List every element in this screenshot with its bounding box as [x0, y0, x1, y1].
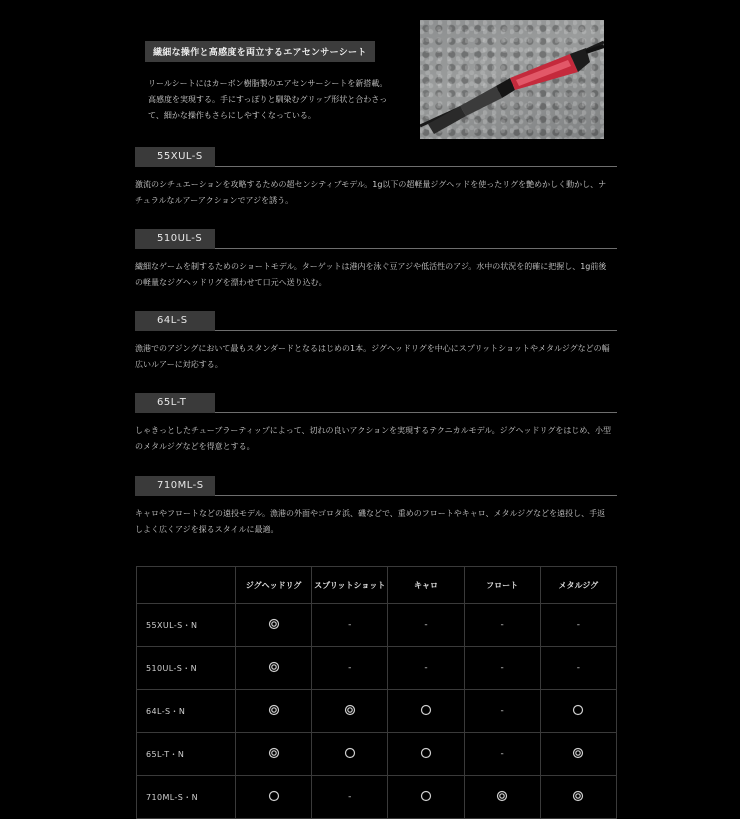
model-section-65l	[135, 393, 617, 455]
table-cell	[464, 733, 540, 776]
model-section-55xul	[135, 147, 617, 209]
table-cell	[388, 647, 464, 690]
feature-block	[145, 40, 390, 124]
double-circle-icon	[268, 661, 280, 673]
circle-icon	[420, 790, 432, 802]
double-circle-icon	[268, 704, 280, 716]
table-cell	[312, 604, 388, 647]
dash-mark: -	[500, 663, 504, 673]
table-row	[137, 647, 617, 690]
table-cell	[540, 776, 616, 819]
row-model-name: 710ML-S・N	[137, 776, 236, 819]
table-cell	[464, 690, 540, 733]
table-cell	[236, 733, 312, 776]
model-description: キャロやフロートなどの遠投モデル。漁港の外面やゴロタ浜、磯などで、重めのフロートやキャロ、メタルジグなどを遠投し、手返しよく広くアジを探るスタイルに最適。	[135, 509, 606, 534]
dash-mark: -	[348, 792, 352, 802]
table-cell	[312, 733, 388, 776]
row-model-name: 64L-S・N	[137, 690, 236, 733]
model-tab: 55XUL-S	[135, 147, 215, 167]
table-cell	[388, 604, 464, 647]
model-tab: 510UL-S	[135, 229, 215, 249]
dash-mark: -	[348, 620, 352, 630]
reel-seat-photo	[420, 20, 604, 139]
double-circle-icon	[344, 704, 356, 716]
row-model-name: 55XUL-S・N	[137, 604, 236, 647]
dash-mark: -	[424, 663, 428, 673]
table-cell	[388, 776, 464, 819]
table-cell	[388, 690, 464, 733]
table-cell	[312, 690, 388, 733]
table-row	[137, 733, 617, 776]
dash-mark: -	[576, 620, 580, 630]
dash-mark: -	[576, 663, 580, 673]
model-section-710ml	[135, 476, 617, 538]
dash-mark: -	[424, 620, 428, 630]
table-cell	[236, 690, 312, 733]
double-circle-icon	[572, 747, 584, 759]
table-row	[137, 776, 617, 819]
model-description: 漁港でのアジングにおいて最もスタンダードとなるはじめの1本。ジグヘッドリグを中心にスプリットショットやメタルジグなどの幅広いルアーに対応する。	[135, 344, 610, 369]
column-header: ジグヘッドリグ	[236, 567, 312, 604]
dash-mark: -	[500, 620, 504, 630]
circle-icon	[420, 747, 432, 759]
dash-mark: -	[348, 663, 352, 673]
circle-icon	[420, 704, 432, 716]
table-cell	[388, 733, 464, 776]
table-corner-cell	[137, 567, 236, 604]
double-circle-icon	[268, 618, 280, 630]
table-cell	[540, 690, 616, 733]
double-circle-icon	[268, 747, 280, 759]
circle-icon	[344, 747, 356, 759]
double-circle-icon	[496, 790, 508, 802]
model-section-510ul	[135, 229, 617, 291]
model-section-64l	[135, 311, 617, 373]
row-model-name: 510UL-S・N	[137, 647, 236, 690]
model-description: しゃきっとしたチューブラーティップによって、切れの良いアクションを実現するテクニカルモデル。ジグヘッドリグをはじめ、小型のメタルジグなどを得意とする。	[135, 426, 611, 451]
table-cell	[540, 604, 616, 647]
table-row	[137, 690, 617, 733]
column-header: メタルジグ	[540, 567, 616, 604]
row-model-name: 65L-T・N	[137, 733, 236, 776]
table-cell	[464, 604, 540, 647]
divider	[215, 412, 617, 413]
dash-mark: -	[500, 706, 504, 716]
column-header: フロート	[464, 567, 540, 604]
model-description: 激流のシチュエーションを攻略するための超センシティブモデル。1g以下の超軽量ジグヘッドを使ったリグを艶めかしく動かし、ナチュラルなルアーアクションでアジを誘う。	[135, 180, 607, 205]
circle-icon	[268, 790, 280, 802]
lure-compatibility-table	[136, 566, 617, 819]
model-description: 繊細なゲームを制するためのショートモデル。ターゲットは港内を泳ぐ豆アジや低活性のアジ。水中の状況を的確に把握し、1g前後の軽量なジグヘッドリグを漂わせて口元へ送り込む。	[135, 262, 607, 287]
divider	[215, 248, 617, 249]
table-cell	[312, 647, 388, 690]
table-row	[137, 604, 617, 647]
table-cell	[464, 776, 540, 819]
divider	[215, 166, 617, 167]
dash-mark: -	[500, 749, 504, 759]
column-header: キャロ	[388, 567, 464, 604]
feature-text: リールシートにはカーボン樹脂製のエアセンサーシートを新搭載。高感度を実現する。手にすっぽりと馴染むグリップ形状と合わさって、細かな操作もさらにしやすくなっている。	[148, 79, 388, 120]
table-cell	[236, 647, 312, 690]
double-circle-icon	[572, 790, 584, 802]
table-cell	[236, 604, 312, 647]
divider	[215, 330, 617, 331]
column-header: スプリットショット	[312, 567, 388, 604]
table-cell	[236, 776, 312, 819]
table-cell	[464, 647, 540, 690]
table-header-row	[137, 567, 617, 604]
feature-title: 繊細な操作と高感度を両立するエアセンサーシート	[145, 41, 375, 62]
model-tab: 710ML-S	[135, 476, 215, 496]
table-cell	[540, 647, 616, 690]
circle-icon	[572, 704, 584, 716]
model-tab: 64L-S	[135, 311, 215, 331]
table-cell	[540, 733, 616, 776]
model-tab: 65L-T	[135, 393, 215, 413]
divider	[215, 495, 617, 496]
table-cell	[312, 776, 388, 819]
